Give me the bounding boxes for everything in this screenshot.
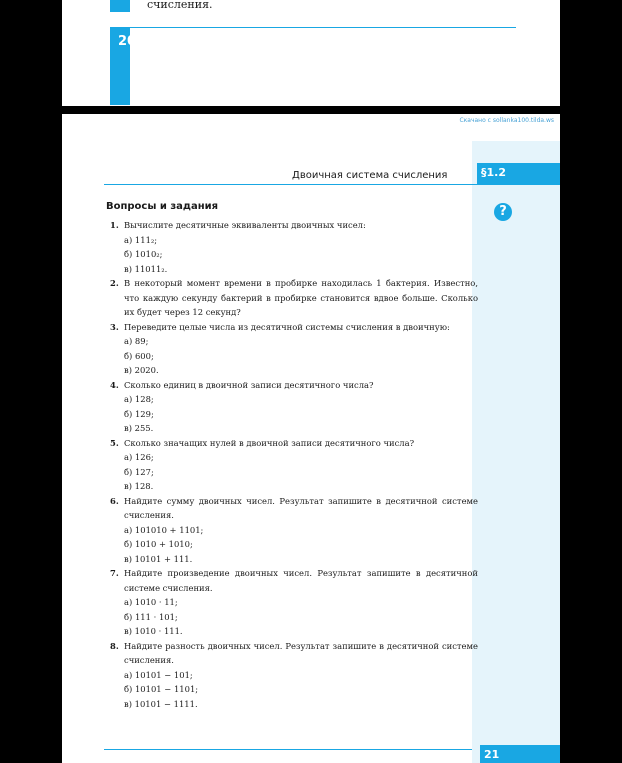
answer-option: в) 1010 · 111. (124, 626, 183, 636)
section-badge (477, 163, 560, 184)
question-text: В некоторый момент времени в пробирке находилась 1 бактерия. Известно, что каждую секунду бактерий в пробирке становится вдвое больше. Сколько их будет через 12 секунд? (124, 278, 478, 317)
answer-option: а) 101010 + 1101; (124, 524, 204, 535)
question-item (110, 276, 478, 320)
watermark: Скачано с sollanka100.tilda.ws (459, 117, 554, 124)
question-number: 1. (110, 220, 119, 230)
answer-option: в) 11011₂. (124, 263, 168, 274)
question-item (110, 436, 478, 451)
textbook-page (62, 114, 560, 763)
question-number: 7. (110, 568, 119, 578)
sidebar-column (472, 141, 560, 763)
page-number: 20 (118, 34, 137, 49)
question-item (110, 566, 478, 595)
next-page-number-box (480, 745, 560, 763)
questions-list (110, 218, 478, 711)
top-accent-strip (110, 0, 130, 12)
question-text: Вычислите десятичные эквиваленты двоичных чисел: (124, 220, 366, 230)
question-item (110, 494, 478, 523)
answer-option: в) 255. (124, 423, 154, 433)
answer-option: а) 89; (124, 336, 149, 346)
answer-option: в) 2020. (124, 365, 159, 375)
question-number: 4. (110, 379, 119, 390)
question-text: Сколько значащих нулей в двоичной записи десятичного числа? (124, 437, 415, 448)
header-divider (104, 184, 560, 185)
question-number: 6. (110, 495, 119, 506)
answer-option: а) 1010 · 11; (124, 597, 178, 607)
question-icon: ? (494, 203, 512, 221)
footer-divider (104, 749, 472, 750)
question-item (110, 378, 478, 393)
question-text: Найдите сумму двоичных чисел. Результат запишите в десятичной системе счисления. (124, 495, 478, 520)
answer-option: а) 128; (124, 394, 154, 404)
answer-option: а) 111₂; (124, 234, 158, 245)
answer-option: в) 128. (124, 481, 154, 491)
question-item (110, 639, 478, 668)
answer-option: в) 10101 − 1111. (124, 698, 198, 709)
question-item (110, 218, 478, 233)
answer-option: б) 10101 − 1101; (124, 684, 199, 694)
question-text: Сколько единиц в двоичной записи десятичного числа? (124, 379, 374, 390)
question-item (110, 320, 478, 335)
answer-option: б) 1010 + 1010; (124, 539, 193, 549)
answer-option: а) 10101 − 101; (124, 669, 193, 680)
answer-option: б) 129; (124, 408, 154, 419)
section-label: §1.2 (481, 166, 506, 179)
question-number: 8. (110, 640, 119, 651)
previous-page-text: счисления. (147, 0, 213, 11)
answer-option: а) 126; (124, 452, 154, 462)
answer-option: б) 127; (124, 466, 154, 477)
question-number: 5. (110, 437, 119, 448)
question-text: Найдите произведение двоичных чисел. Результат запишите в десятичной системе счисления. (124, 568, 478, 593)
section-heading: Вопросы и задания (106, 201, 219, 212)
divider (110, 27, 516, 28)
question-number: 2. (110, 278, 119, 288)
question-number: 3. (110, 321, 119, 332)
answer-option: б) 1010₂; (124, 249, 163, 259)
question-text: Переведите целые числа из десятичной системы счисления в двоичную: (124, 321, 450, 332)
question-text: Найдите разность двоичных чисел. Результат запишите в десятичной системе счисления. (124, 640, 478, 665)
answer-option: б) 111 · 101; (124, 611, 178, 622)
previous-page (62, 0, 560, 106)
chapter-title: Двоичная система счисления (292, 170, 448, 181)
answer-option: б) 600; (124, 350, 154, 361)
next-page-number: 21 (484, 748, 500, 761)
answer-option: в) 10101 + 111. (124, 553, 193, 564)
